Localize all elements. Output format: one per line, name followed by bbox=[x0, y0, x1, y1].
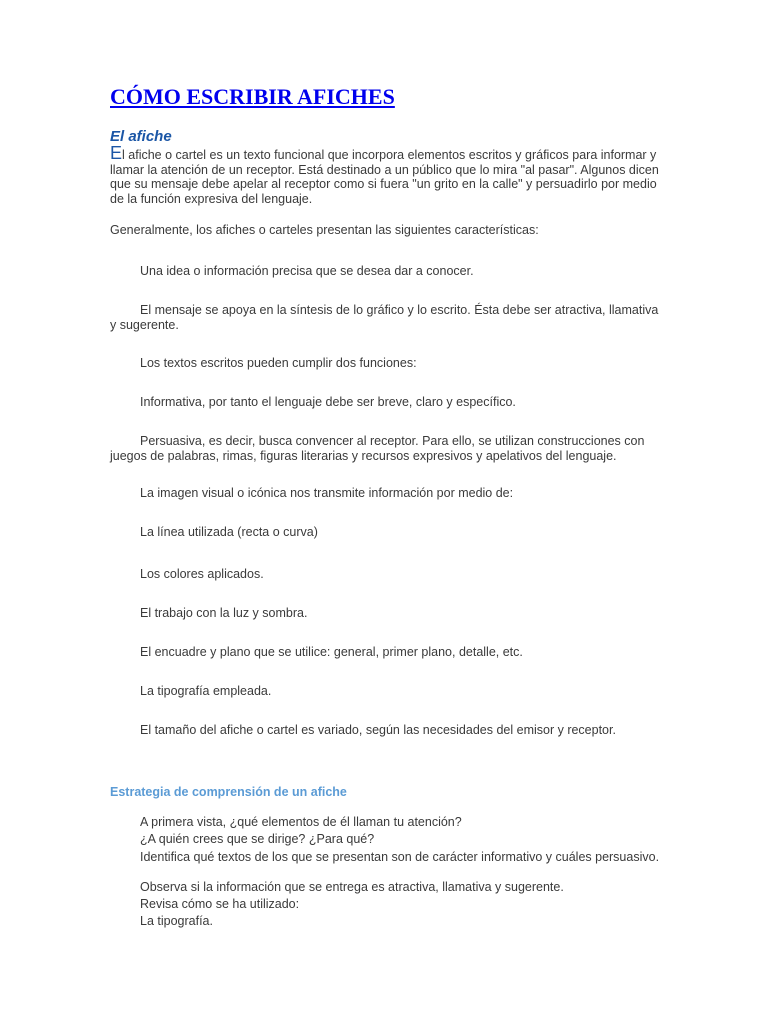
list-item: El encuadre y plano que se utilice: general, primer plano, detalle, etc. bbox=[140, 645, 523, 659]
strategy-line: La tipografía. bbox=[140, 914, 213, 928]
list-item: La imagen visual o icónica nos transmite información por medio de: bbox=[140, 486, 514, 500]
strategy-heading: Estrategia de comprensión de un afiche bbox=[110, 785, 347, 799]
list-item: Informativa, por tanto el lenguaje debe ser breve, claro y específico. bbox=[140, 395, 516, 409]
strategy-line: A primera vista, ¿qué elementos de él llaman tu atención? bbox=[140, 815, 462, 829]
intro-text: l afiche o cartel es un texto funcional que incorpora elementos escritos y gráficos para informar y llamar la atención de un receptor. Está destinado a un público que lo mira "al pasar". Algunos dicen que su mensaje debe apelar al receptor como si fuera "un grito en la calle" y persuadirlo por medio de la función expresiva del lenguaje. bbox=[110, 148, 659, 206]
list-item: Persuasiva, es decir, busca convencer al receptor. Para ello, se utilizan construcciones con juegos de palabras, rimas, figuras literarias y recursos expresivos y apelativos del lenguaje. bbox=[110, 434, 645, 463]
strategy-line: Observa si la información que se entrega es atractiva, llamativa y sugerente. bbox=[140, 880, 564, 894]
page-title-link[interactable]: CÓMO ESCRIBIR AFICHES bbox=[110, 84, 395, 109]
list-item: El tamaño del afiche o cartel es variado, según las necesidades del emisor y receptor. bbox=[140, 723, 616, 737]
list-item: La tipografía empleada. bbox=[140, 684, 272, 698]
strategy-line: Revisa cómo se ha utilizado: bbox=[140, 897, 300, 911]
strategy-line: ¿A quién crees que se dirige? ¿Para qué? bbox=[140, 832, 375, 846]
list-item: Los colores aplicados. bbox=[140, 567, 264, 581]
list-item: La línea utilizada (recta o curva) bbox=[140, 525, 318, 539]
intro-paragraph bbox=[110, 143, 662, 206]
section-subtitle: El afiche bbox=[110, 128, 172, 145]
list-item: El mensaje se apoya en la síntesis de lo gráfico y lo escrito. Ésta debe ser atractiva, llamativa y sugerente. bbox=[110, 303, 659, 332]
strategy-line: Identifica qué textos de los que se presentan son de carácter informativo y cuáles persuasivo. bbox=[140, 850, 660, 864]
dropcap-letter: E bbox=[110, 143, 123, 163]
list-item: El trabajo con la luz y sombra. bbox=[140, 606, 308, 620]
characteristics-intro: Generalmente, los afiches o carteles presentan las siguientes características: bbox=[110, 223, 539, 237]
list-item: Una idea o información precisa que se desea dar a conocer. bbox=[140, 264, 474, 278]
list-item: Los textos escritos pueden cumplir dos funciones: bbox=[140, 356, 417, 370]
